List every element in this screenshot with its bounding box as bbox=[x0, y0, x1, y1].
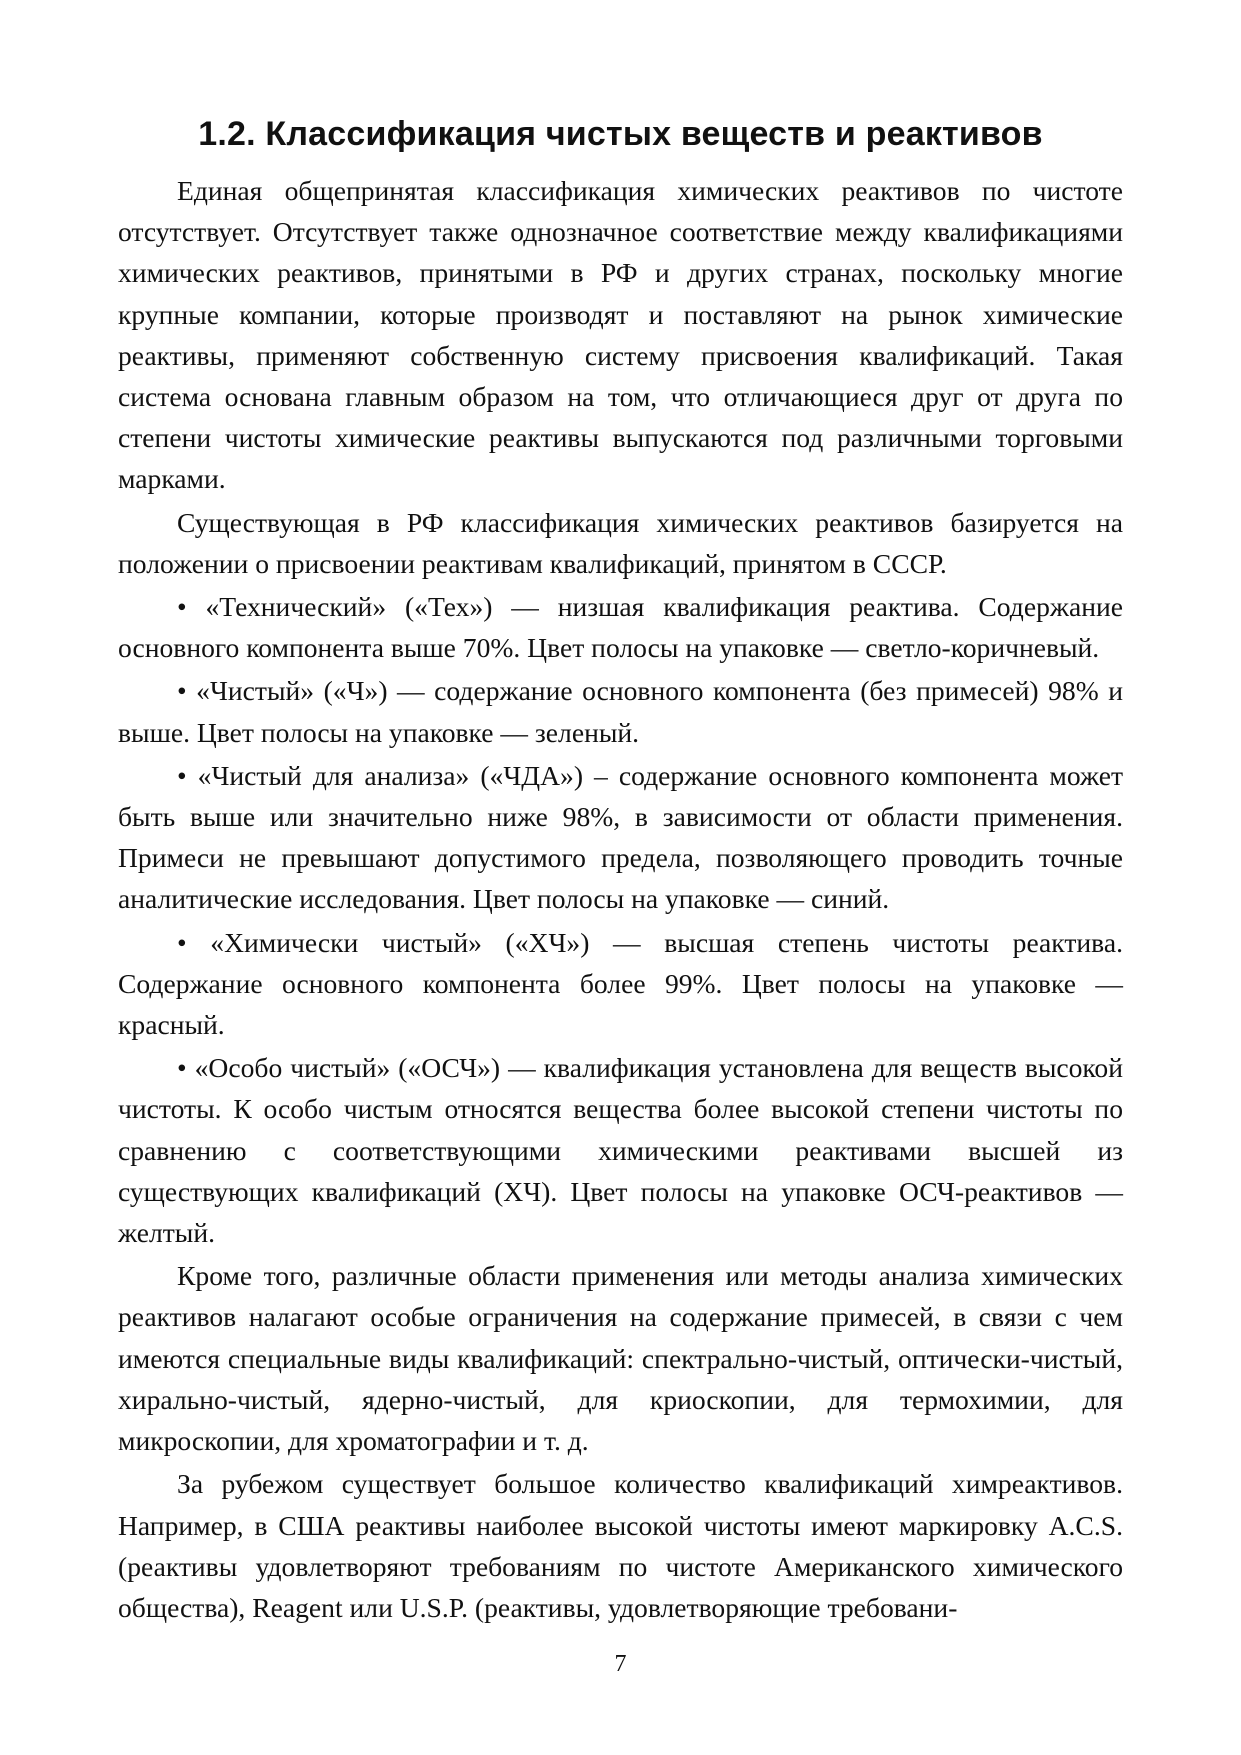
paragraph-foreign-grades: За рубежом существует большое количество квалификаций химреактивов. Например, в США реактивы наиболее высокой чистоты имеют маркировку A.C.S. (реактивы удовлетворяют требованиям по чистоте Американского химического общества), Reagent или U.S.P. (реактивы, удовлетворяющие требовани- bbox=[118, 1468, 1123, 1623]
list-item-technical: • «Технический» («Тех») — низшая квалификация реактива. Содержание основного компонента выше 70%. Цвет полосы на упаковке — светло-коричневый. bbox=[118, 591, 1123, 664]
paragraph-special-grades: Кроме того, различные области применения или методы анализа химических реактивов налагают особые ограничения на содержание примесей, в связи с чем имеются специальные виды квалификаций: спектрально-чистый, оптически-чистый, хирально-чистый, ядерно-чистый, для криоскопии, для термохимии, для микроскопии, для хроматографии и т. д. bbox=[118, 1260, 1123, 1457]
list-item-analytical-grade: • «Чистый для анализа» («ЧДА») – содержание основного компонента может быть выше или значительно ниже 98%, в зависимости от области применения. Примеси не превышают допустимого предела, позволяющего проводить точные аналитические исследования. Цвет полосы на упаковке — синий. bbox=[118, 759, 1123, 915]
list-item-pure: • «Чистый» («Ч») — содержание основного компонента (без примесей) 98% и выше. Цвет полосы на упаковке — зеленый. bbox=[118, 675, 1123, 748]
paragraph-intro: Единая общепринятая классификация химических реактивов по чистоте отсутствует. Отсутствует также однозначное соответствие между квалификациями химических реактивов, принятыми в РФ и других странах, поскольку многие крупные компании, которые производят и поставляют на рынок химические реактивы, применяют собственную систему присвоения квалификаций. Такая система основана главным образом на том, что отличающиеся друг от друга по степени чистоты химические реактивы выпускаются под различными торговыми марками. bbox=[118, 175, 1123, 495]
page-number: 7 bbox=[614, 1651, 627, 1677]
section-heading: 1.2. Классификация чистых веществ и реактивов bbox=[198, 115, 1043, 153]
document-page bbox=[118, 112, 1123, 1630]
paragraph-rf-classification: Существующая в РФ классификация химических реактивов базируется на положении о присвоении реактивам квалификаций, принятом в СССР. bbox=[118, 506, 1123, 579]
list-item-extra-pure: • «Особо чистый» («ОСЧ») — квалификация установлена для веществ высокой чистоты. К особо чистым относятся вещества более высокой степени чистоты по сравнению с соответствующими химическими реактивами высшей из существующих квалификаций (ХЧ). Цвет полосы на упаковке ОСЧ-реактивов — желтый. bbox=[118, 1052, 1123, 1249]
list-item-chemically-pure: • «Химически чистый» («ХЧ») — высшая степень чистоты реактива. Содержание основного компонента более 99%. Цвет полосы на упаковке — красный. bbox=[118, 926, 1123, 1041]
